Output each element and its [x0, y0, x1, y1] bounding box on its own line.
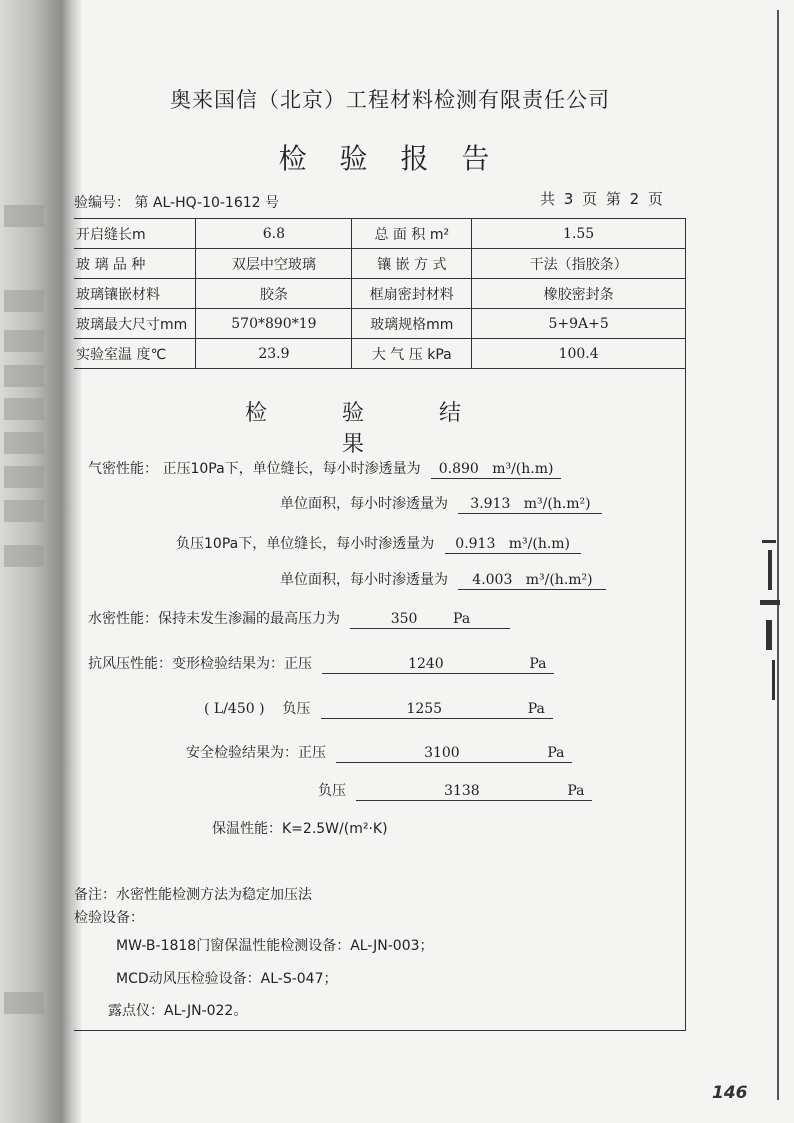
param-label: 实验室温 度℃: [74, 339, 196, 369]
deflection-ratio: ( L/450 ): [204, 701, 265, 717]
air-positive-length-line: 气密性能： 正压10Pa下，单位缝长，每小时渗透量为 0.890 m³/(h.m): [88, 458, 561, 479]
param-label: 总 面 积 m²: [352, 219, 472, 249]
results-title: 检 验 结 果: [245, 401, 495, 457]
param-value: 6.8: [196, 219, 352, 249]
safety-positive-line: 安全检验结果为：正压 3100 Pa: [186, 742, 572, 763]
value-blank: 350 Pa: [350, 611, 510, 629]
value-blank: 3.913 m³/(h.m²): [458, 496, 602, 514]
page-info: 共 3 页 第 2 页: [540, 190, 663, 208]
param-value: 橡胶密封条: [472, 279, 686, 309]
param-value: 570*890*19: [196, 309, 352, 339]
table-row: [74, 219, 686, 249]
stamp-fragment: [758, 540, 788, 700]
value-blank: 1240 Pa: [322, 656, 554, 674]
air-tightness-label: 气密性能：: [88, 461, 158, 477]
air-negative-area-line: 单位面积，每小时渗透量为 4.003 m³/(h.m²): [280, 569, 606, 590]
report-title: 检 验 报 告: [278, 142, 502, 175]
thermal-performance: 保温性能：K=2.5W/(m²·K): [212, 821, 388, 837]
table-row: [74, 339, 686, 369]
equipment-item: 露点仪：AL-JN-022。: [108, 1003, 248, 1019]
remark: 备注：水密性能检测方法为稳定加压法: [74, 887, 312, 903]
equipment-item: MCD动风压检验设备：AL-S-047；: [116, 971, 338, 987]
equipment-title: 检验设备：: [74, 910, 144, 926]
value-blank: 0.913 m³/(h.m): [445, 536, 581, 554]
wind-positive-line: 抗风压性能：变形检验结果为：正压 1240 Pa: [88, 653, 554, 674]
safety-negative-line: 负压 3138 Pa: [318, 780, 592, 801]
param-label: 开启缝长m: [74, 219, 196, 249]
report-number: 验编号： 第 AL-HQ-10-1612 号: [74, 195, 280, 211]
value-blank: 3138 Pa: [356, 783, 592, 801]
param-label: 框扇密封材料: [352, 279, 472, 309]
param-value: 1.55: [472, 219, 686, 249]
air-negative-length-line: 负压10Pa下，单位缝长，每小时渗透量为 0.913 m³/(h.m): [176, 533, 581, 554]
value-blank: 3100 Pa: [336, 745, 572, 763]
table-row: [74, 279, 686, 309]
param-label: 玻璃最大尺寸mm: [74, 309, 196, 339]
table-row: [74, 309, 686, 339]
value-blank: 0.890 m³/(h.m): [431, 461, 561, 479]
handwritten-page-number: 146: [712, 1083, 748, 1103]
equipment-item: MW-B-1818门窗保温性能检测设备：AL-JN-003；: [116, 938, 434, 954]
company-name: 奥来国信（北京）工程材料检测有限责任公司: [170, 88, 610, 112]
param-value: 100.4: [472, 339, 686, 369]
param-label: 玻璃规格mm: [352, 309, 472, 339]
param-label: 大 气 压 kPa: [352, 339, 472, 369]
value-blank: 1255 Pa: [321, 701, 553, 719]
table-row: [74, 249, 686, 279]
param-value: 5+9A+5: [472, 309, 686, 339]
parameters-table: [74, 218, 686, 369]
air-positive-area-line: 单位面积，每小时渗透量为 3.913 m³/(h.m²): [280, 493, 602, 514]
water-tightness-line: 水密性能：保持未发生渗漏的最高压力为 350 Pa: [88, 608, 510, 629]
param-label: 玻 璃 品 种: [74, 249, 196, 279]
param-value: 干法（指胶条）: [472, 249, 686, 279]
value-blank: 4.003 m³/(h.m²): [458, 572, 606, 590]
param-value: 23.9: [196, 339, 352, 369]
wind-negative-line: ( L/450 ) 负压 1255 Pa: [204, 698, 553, 719]
param-label: 玻璃镶嵌材料: [74, 279, 196, 309]
param-value: 胶条: [196, 279, 352, 309]
param-value: 双层中空玻璃: [196, 249, 352, 279]
param-label: 镶 嵌 方 式: [352, 249, 472, 279]
